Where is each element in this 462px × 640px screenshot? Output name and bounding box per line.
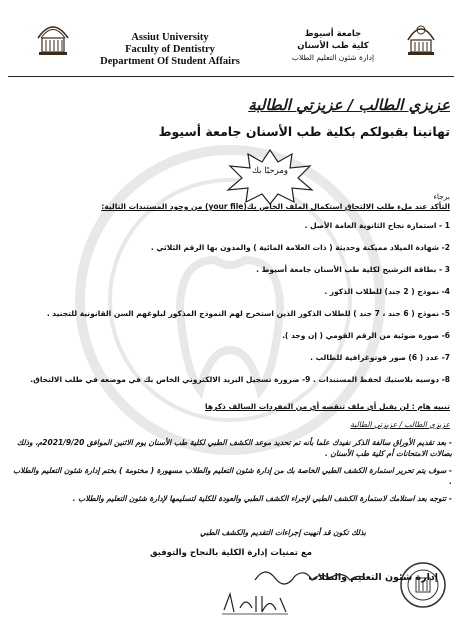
department-name-ar: إدارة شئون التعليم الطلاب [291, 53, 375, 62]
faculty-name-en: Faculty of Dentistry [125, 44, 215, 55]
header-english [70, 32, 270, 68]
university-name-ar: جامعة أسيوط [304, 29, 362, 39]
welcome-burst [226, 148, 314, 206]
list-item: 6- صورة ضوئية من الرقم القومي ( إن وجد ). [282, 331, 450, 340]
list-item: 7- عدد ( 6) صور فوتوغرافية للطالب . [310, 353, 450, 362]
please-label: برجاء [433, 192, 450, 201]
wishes-line: مع تمنيات إدارة الكلية بالنجاح والتوفيق [149, 548, 313, 558]
assiut-university-logo-icon [34, 18, 72, 58]
list-item: 3 - بطاقة الترشيح لكلية طب الأسنان جامعة أسيوط . [256, 265, 450, 274]
congratulations-line: تهانينا بقبولكم بكلية طب الأسنان جامعة أسيوط [158, 124, 450, 139]
instructions-list [8, 438, 452, 512]
list-item: 1 - استمارة نجاح الثانوية العامة الأصل . [304, 221, 450, 230]
list-item: 5- نموذج ( 6 جند ، 7 جند ) للطلاب الذكور الذين استخرج لهم النموذج المذكور لبلوغهم السن القانونية للتجنيد . [46, 309, 450, 318]
student-address: عزيزي الطالب / عزيزتي الطالبة [350, 420, 450, 429]
university-name-en: Assiut University [131, 32, 209, 43]
burst-shape-icon [226, 148, 314, 206]
list-item: 2- شهادة الميلاد مميكنة وحديثة ( ذات العلامة المائية ) والمدون بها الرقم الثلاثي . [150, 243, 450, 252]
greeting-heading: عزيزي الطالب / عزيزتي الطالبة [248, 96, 450, 114]
list-item: 4- نموذج ( 2 جند) للطلاب الذكور . [324, 287, 450, 296]
issuing-office: إدارة شئون التعليم والطلاب [308, 572, 438, 583]
instruction-item: - سوف يتم تحرير استمارة الكشف الطبي الخاصة بك من إدارة شئون التعليم والطلاب مسهورة ( مختومة ) بختم إدارة شئون التعليم والطلاب . [13, 466, 452, 486]
header-divider [8, 76, 454, 77]
faculty-of-dentistry-logo-icon [402, 18, 440, 58]
instruction-item: - تتوجه بعد استلامك لاستمارة الكشف الطبي لإجراء الكشف الطبي والعودة للكلية لتسليمها لإدارة شئون التعليم والطلاب . [72, 494, 452, 503]
important-note: تنبيه هام : لن يقبل أي ملف تنقصه أي من المفردات السالف ذكرها [205, 402, 450, 411]
official-stamp-icon [398, 560, 448, 610]
faculty-name-ar: كلية طب الأسنان [297, 41, 369, 51]
department-name-en: Department Of Student Affairs [100, 56, 240, 67]
welcome-text: ومرحبًا بك [252, 166, 288, 176]
closing-line: بذلك تكون قد أنهيت إجراءات التقديم والكشف الطبي [200, 528, 366, 537]
instruction-item: - بعد تقديم الأوراق سالفة الذكر نفيدك علما بأنه تم تحديد موعد الكشف الطبي لكلية طب الأسنان يوم الاثنين الموافق 2021/9/20م، وذلك بصالات الامتحانات أم كلية طب الأسنان . [17, 438, 452, 458]
documents-intro: التأكد عند ملء طلب الالتحاق استكمال الملف الخاص بك(your file) من وجود المستندات التالية: [101, 202, 450, 211]
signature-icon [250, 560, 370, 590]
header-arabic [268, 28, 398, 64]
list-item: 8- دوسيه بلاستيك لحفظ المستندات . 9- ضرورة تسجيل البريد الالكتروني الخاص بك في موضعه في طلب الالتحاق. [30, 375, 450, 384]
required-documents-list [10, 220, 450, 385]
handwritten-date-icon [220, 588, 290, 618]
